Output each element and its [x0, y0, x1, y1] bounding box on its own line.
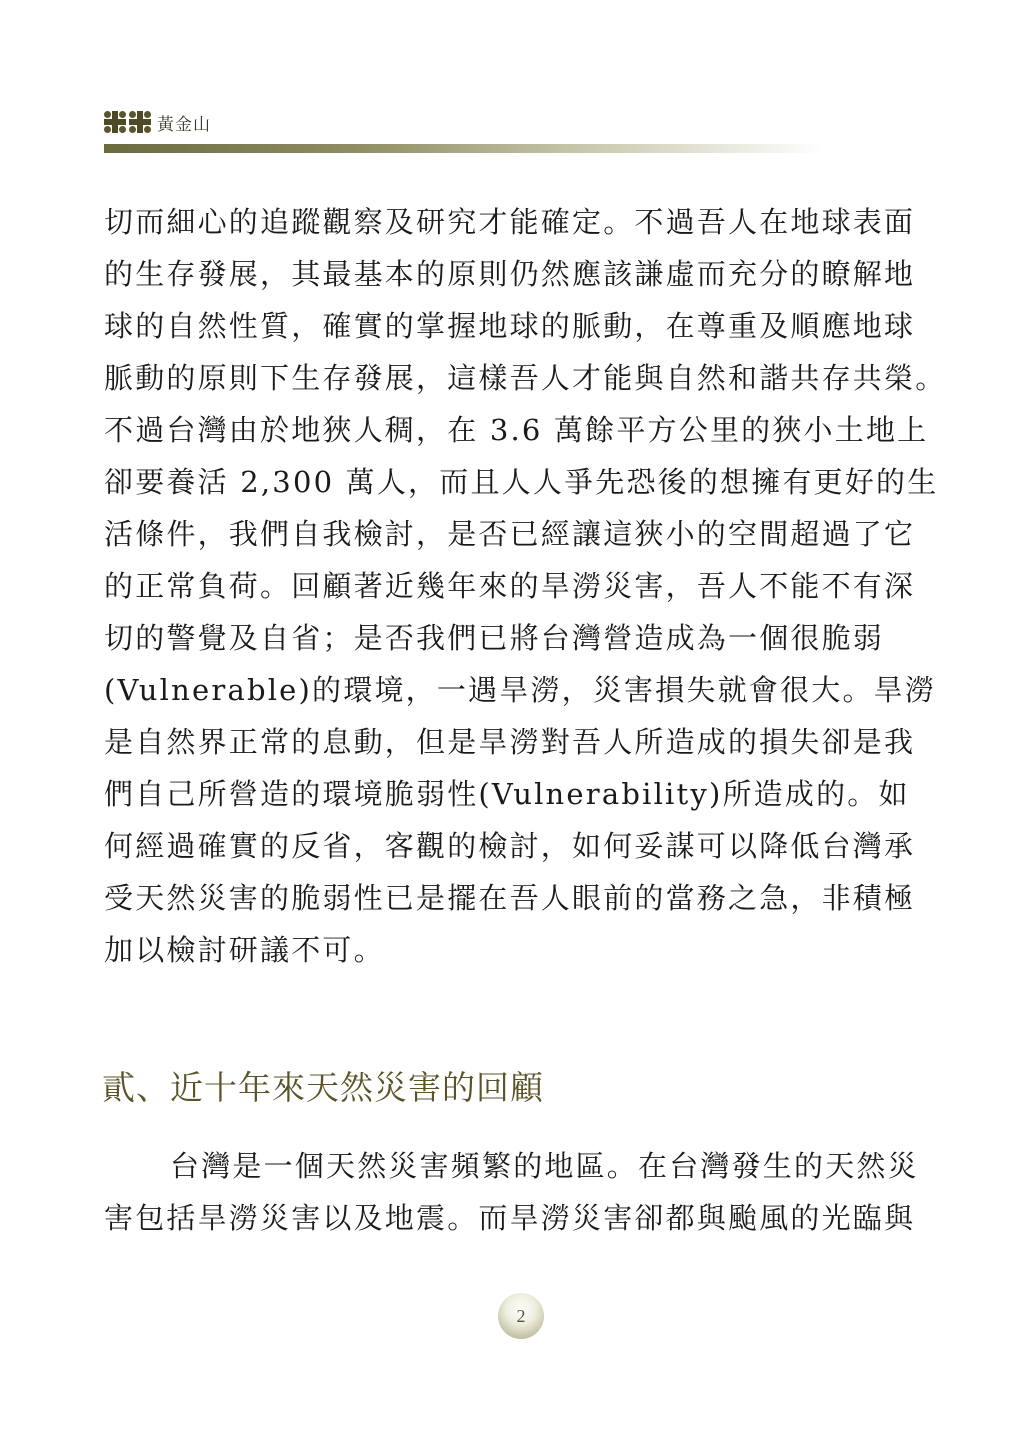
section-heading: 貳、近十年來天然災害的回顧 — [102, 1068, 544, 1107]
header-divider — [104, 144, 824, 153]
author-name: 黃金山 — [157, 114, 211, 135]
text-line: 害包括旱澇災害以及地震。而旱澇災害卻都與颱風的光臨與 — [104, 1201, 916, 1235]
text-line: 加以檢討研議不可。 — [104, 933, 385, 967]
text-line: 切的警覺及自省；是否我們已將台灣營造成為一個很脆弱 — [104, 621, 885, 655]
text-line: 何經過確實的反省，客觀的檢討，如何妥謀可以降低台灣承 — [104, 829, 916, 863]
page-header — [104, 104, 211, 140]
section-paragraph — [104, 1140, 924, 1244]
cross-mark-icon — [104, 111, 126, 133]
text-line: 是自然界正常的息動，但是旱澇對吾人所造成的損失卻是我 — [104, 725, 916, 759]
text-line: 球的自然性質，確實的掌握地球的脈動，在尊重及順應地球 — [104, 309, 916, 343]
text-line: 受天然災害的脆弱性已是擺在吾人眼前的當務之急，非積極 — [104, 881, 916, 915]
text-line: 的正常負荷。回顧著近幾年來的旱澇災害，吾人不能不有深 — [104, 569, 916, 603]
text-line: 活條件，我們自我檢討，是否已經讓這狹小的空間超過了它 — [104, 517, 916, 551]
text-line: 台灣是一個天然災害頻繁的地區。在台灣發生的天然災 — [170, 1149, 919, 1183]
text-line: 卻要養活 2,300 萬人，而且人人爭先恐後的想擁有更好的生 — [104, 465, 939, 499]
text-line: 脈動的原則下生存發展，這樣吾人才能與自然和諧共存共榮。 — [104, 361, 947, 395]
page-number: 2 — [498, 1293, 544, 1339]
cross-mark-icon — [129, 111, 151, 133]
double-cross-logo-icon — [104, 111, 151, 133]
text-line: 切而細心的追蹤觀察及研究才能確定。不過吾人在地球表面 — [104, 205, 916, 239]
text-line: 們自己所營造的環境脆弱性(Vulnerability)所造成的。如 — [104, 777, 910, 811]
paragraph-body — [104, 196, 947, 976]
text-line: 不過台灣由於地狹人稠，在 3.6 萬餘平方公里的狹小土地上 — [104, 413, 929, 447]
text-line: (Vulnerable)的環境，一遇旱澇，災害損失就會很大。旱澇 — [104, 673, 937, 707]
text-line: 的生存發展，其最基本的原則仍然應該謙虛而充分的瞭解地 — [104, 257, 916, 291]
